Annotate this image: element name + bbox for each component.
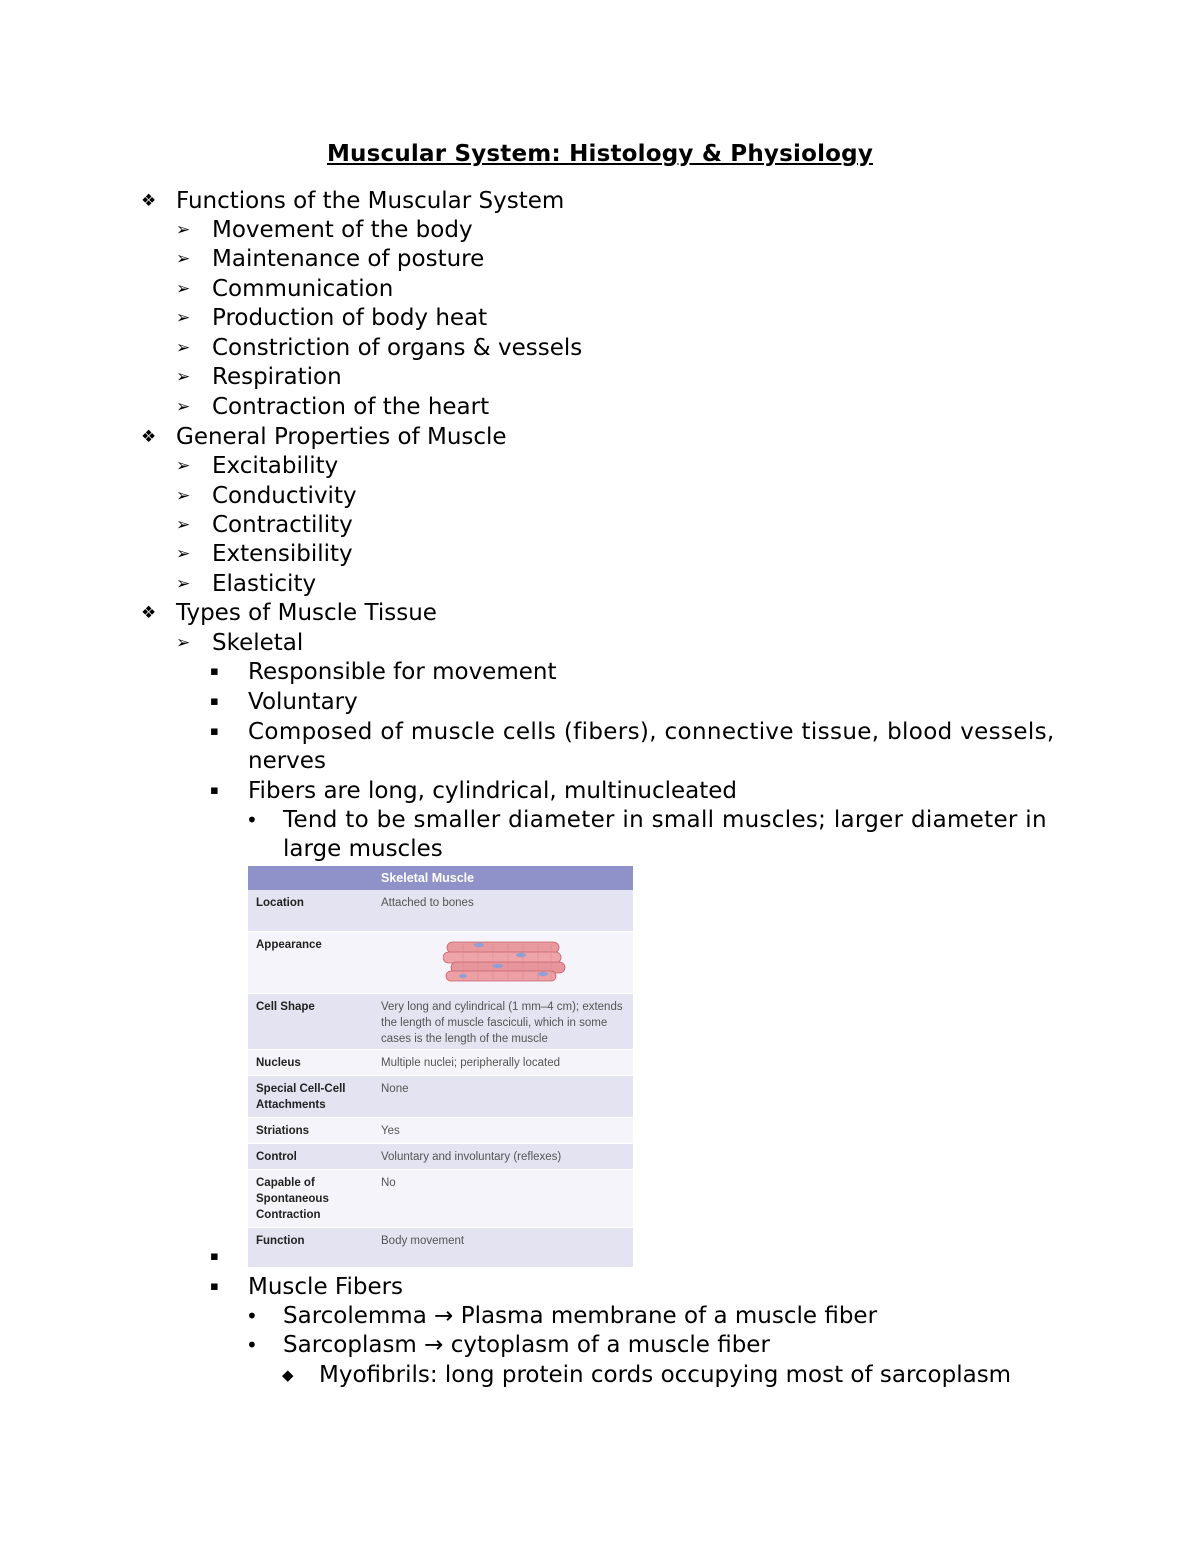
skeletal-muscle-table-figure — [248, 866, 633, 1267]
table-value: No — [381, 1177, 396, 1189]
list-item: Composed of muscle cells (fibers), connective tissue, blood vessels, — [248, 719, 1055, 745]
list-item: Constriction of organs & vessels — [212, 335, 583, 361]
square-bullet-icon: ▪ — [210, 1249, 219, 1264]
table-row — [248, 1118, 633, 1143]
arrow-bullet-icon: ➢ — [176, 338, 191, 358]
list-item: Voluntary — [248, 689, 358, 715]
list-item: Contraction of the heart — [212, 394, 490, 420]
list-item: Skeletal — [212, 630, 304, 656]
arrow-bullet-icon: ➢ — [176, 456, 191, 476]
table-value: Very long and cylindrical (1 mm–4 cm); extends the length of muscle fasciculi, which in some cases is the length of the muscle — [381, 1001, 623, 1045]
muscle-fiber-illustration — [443, 938, 568, 984]
list-item: Communication — [212, 276, 394, 302]
list-item: Extensibility — [212, 541, 353, 567]
arrow-bullet-icon: ➢ — [176, 220, 191, 240]
table-header-label: Skeletal Muscle — [381, 871, 475, 885]
square-bullet-icon: ▪ — [210, 1279, 219, 1294]
table-header — [248, 866, 633, 890]
table-key: Control — [256, 1151, 297, 1163]
list-item: Sarcoplasm → cytoplasm of a muscle fiber — [283, 1332, 770, 1358]
list-item: Production of body heat — [212, 305, 488, 331]
list-item: Muscle Fibers — [248, 1274, 404, 1300]
table-row — [248, 932, 633, 993]
list-item: Myofibrils: long protein cords occupying most of sarcoplasm — [319, 1362, 1012, 1388]
section-heading: Functions of the Muscular System — [176, 188, 565, 214]
table-row — [248, 1144, 633, 1169]
list-item: Maintenance of posture — [212, 246, 485, 272]
diamond-bullet-icon: ❖ — [141, 191, 157, 211]
table-key: Appearance — [256, 939, 322, 951]
arrow-bullet-icon: ➢ — [176, 486, 191, 506]
list-item: Responsible for movement — [248, 659, 557, 685]
arrow-bullet-icon: ➢ — [176, 279, 191, 299]
dot-bullet-icon: • — [246, 808, 258, 832]
list-item: Elasticity — [212, 571, 317, 597]
list-item: Tend to be smaller diameter in small muscles; larger diameter in — [283, 807, 1047, 833]
list-item-continuation: nerves — [248, 748, 326, 774]
table-key: Cell Shape — [256, 1001, 315, 1013]
arrow-bullet-icon: ➢ — [176, 367, 191, 387]
table-value: None — [381, 1083, 409, 1095]
table-key: Location — [256, 897, 304, 909]
list-item: Contractility — [212, 512, 353, 538]
table-row — [248, 1170, 633, 1227]
table-row — [248, 1228, 633, 1267]
arrow-bullet-icon: ➢ — [176, 515, 191, 535]
table-value: Attached to bones — [381, 897, 474, 909]
table-value: Body movement — [381, 1235, 465, 1247]
square-bullet-icon: ▪ — [210, 664, 219, 679]
table-key: Nucleus — [256, 1057, 301, 1069]
arrow-bullet-icon: ➢ — [176, 544, 191, 564]
section-heading: General Properties of Muscle — [176, 424, 507, 450]
square-bullet-icon: ▪ — [210, 694, 219, 709]
table-row — [248, 1050, 633, 1075]
square-bullet-icon: ▪ — [210, 783, 219, 798]
section-heading: Types of Muscle Tissue — [176, 600, 437, 626]
square-bullet-icon: ▪ — [210, 724, 219, 739]
list-item-continuation: large muscles — [283, 836, 443, 862]
table-value: Voluntary and involuntary (reflexes) — [381, 1151, 562, 1163]
list-item: Conductivity — [212, 483, 357, 509]
table-key: Capable of Spontaneous Contraction — [256, 1177, 329, 1221]
list-item: Excitability — [212, 453, 339, 479]
list-item: Respiration — [212, 364, 342, 390]
arrow-bullet-icon: ➢ — [176, 249, 191, 269]
diamond-bullet-icon: ❖ — [141, 427, 157, 447]
table-row — [248, 890, 633, 931]
list-item: Movement of the body — [212, 217, 473, 243]
table-key: Function — [256, 1235, 305, 1247]
table-value: Multiple nuclei; peripherally located — [381, 1057, 560, 1069]
page-title: Muscular System: Histology & Physiology — [326, 141, 874, 167]
list-item: Fibers are long, cylindrical, multinucleated — [248, 778, 738, 804]
list-item: Sarcolemma → Plasma membrane of a muscle fiber — [283, 1303, 878, 1329]
table-key: Striations — [256, 1125, 310, 1137]
dot-bullet-icon: • — [246, 1333, 258, 1357]
table-value: Yes — [381, 1125, 400, 1137]
arrow-bullet-icon: ➢ — [176, 308, 191, 328]
arrow-bullet-icon: ➢ — [176, 574, 191, 594]
table-key: Special Cell-Cell Attachments — [256, 1083, 346, 1111]
dot-bullet-icon: • — [246, 1304, 258, 1328]
table-row — [248, 994, 633, 1049]
table-row — [248, 1076, 633, 1117]
diamond-small-bullet-icon: ◆ — [282, 1366, 294, 1384]
arrow-bullet-icon: ➢ — [176, 633, 191, 653]
diamond-bullet-icon: ❖ — [141, 603, 157, 623]
arrow-bullet-icon: ➢ — [176, 397, 191, 417]
